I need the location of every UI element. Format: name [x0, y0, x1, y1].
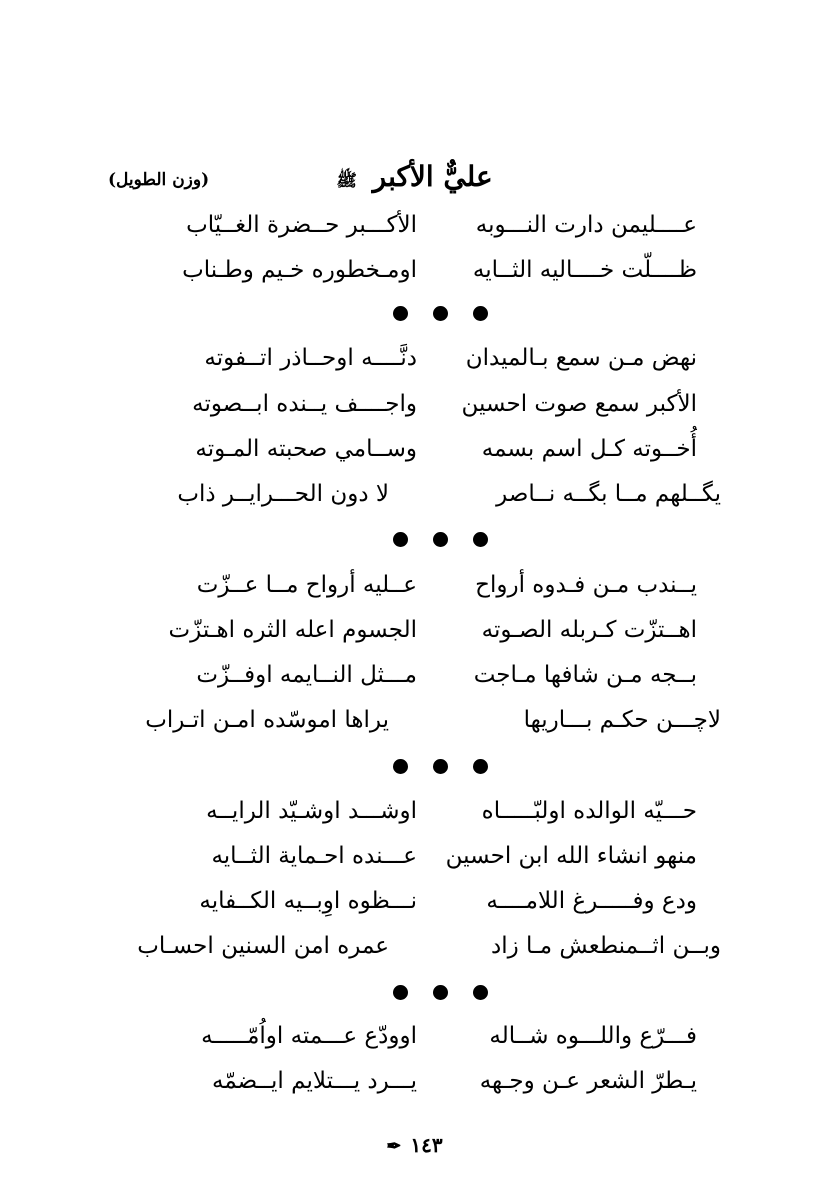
- separator-dot: [433, 532, 448, 547]
- hemistich-right: أُخــوته كـل اسم بسمه: [481, 436, 697, 462]
- hemistich-left: واجــــف يــنده ابــصوته: [192, 391, 417, 417]
- separator-dot: [433, 306, 448, 321]
- separator-dot: [433, 759, 448, 774]
- title-text: عليٌّ الأكبر: [372, 160, 493, 193]
- hemistich-right: يگــلهم مــا بگــه نــاصر: [496, 481, 721, 507]
- hemistich-left: وســامي صحبته المـوته: [195, 436, 417, 462]
- hemistich-right: فـــرّع واللـــوه شــاله: [489, 1023, 697, 1049]
- stanza-separator: [0, 985, 829, 1001]
- hemistich-right: وبــن اثــمنطعش مـا زاد: [490, 933, 721, 959]
- page-number-text: ١٤٣: [410, 1133, 443, 1157]
- hemistich-left: الجسوم اعله الثره اهـتزّت: [168, 617, 417, 643]
- separator-dot: [473, 985, 488, 1000]
- hemistich-left: عــليه أرواح مــا عــزّت: [196, 572, 417, 598]
- hemistich-right: يـطرّ الشعر عـن وجـهه: [479, 1068, 697, 1094]
- stanza-separator: [0, 532, 829, 548]
- hemistich-left: نـــظوه اوِبــيه الكــفايه: [199, 888, 417, 914]
- hemistich-right: عــــليمن دارت النـــوبه: [475, 212, 697, 238]
- hemistich-left: عـــنده احـماية الثــايه: [211, 843, 417, 869]
- hemistich-right: نهض مـن سمع بـالميدان: [465, 345, 697, 371]
- hemistich-left: عمره امن السنين احسـاب: [137, 933, 389, 959]
- separator-dot: [473, 306, 488, 321]
- hemistich-left: لا دون الحـــرايــر ذاب: [177, 481, 389, 507]
- hemistich-left: اومـخطوره خـيم وطـناب: [182, 257, 417, 283]
- hemistich-right: بــجه مـن شافها مـاجت: [473, 662, 697, 688]
- separator-dot: [393, 306, 408, 321]
- page-number: [0, 1133, 829, 1157]
- separator-dot: [393, 532, 408, 547]
- hemistich-right: يــندب مـن فـدوه أرواح: [475, 572, 697, 598]
- hemistich-left: مـــثل النــايمه اوفــزّت: [196, 662, 417, 688]
- meter-label: (وزن الطويل): [108, 170, 210, 190]
- separator-dot: [433, 985, 448, 1000]
- separator-dot: [473, 532, 488, 547]
- hemistich-right: منهو انشاء الله ابن احسين: [445, 843, 697, 869]
- hemistich-right: ظــــلّت خــــاليه الثــايه: [472, 257, 697, 283]
- hemistich-right: ودع وفـــــرغ اللامــــه: [486, 888, 697, 914]
- hemistich-right: حـــيّه الوالده اولبّـــــاه: [481, 798, 697, 824]
- separator-dot: [473, 759, 488, 774]
- hemistich-left: دنَّــــه اوحــاذر اتــفوته: [204, 345, 417, 371]
- hemistich-right: لاچـــن حكـم بـــاريها: [523, 707, 721, 733]
- hemistich-right: اهــتزّت كـربله الصـوته: [481, 617, 697, 643]
- hemistich-left: اوشـــد اوشـيّد الرايــه: [206, 798, 417, 824]
- honorific-symbol: ﷺ: [336, 171, 357, 191]
- quill-icon: ✒: [386, 1136, 402, 1157]
- separator-dot: [393, 985, 408, 1000]
- stanza-separator: [0, 306, 829, 322]
- hemistich-left: اوودّع عـــمته اواُمّـــــه: [201, 1023, 417, 1049]
- hemistich-right: الأكبر سمع صوت احسين: [461, 391, 697, 417]
- stanza-separator: [0, 759, 829, 775]
- hemistich-left: يراها اموسّده امـن اتـراب: [145, 707, 389, 733]
- separator-dot: [393, 759, 408, 774]
- hemistich-left: الأكـــبر حــضرة الغــيّاب: [186, 212, 417, 238]
- hemistich-left: يـــرد يـــتلايم ايــضمّه: [211, 1068, 417, 1094]
